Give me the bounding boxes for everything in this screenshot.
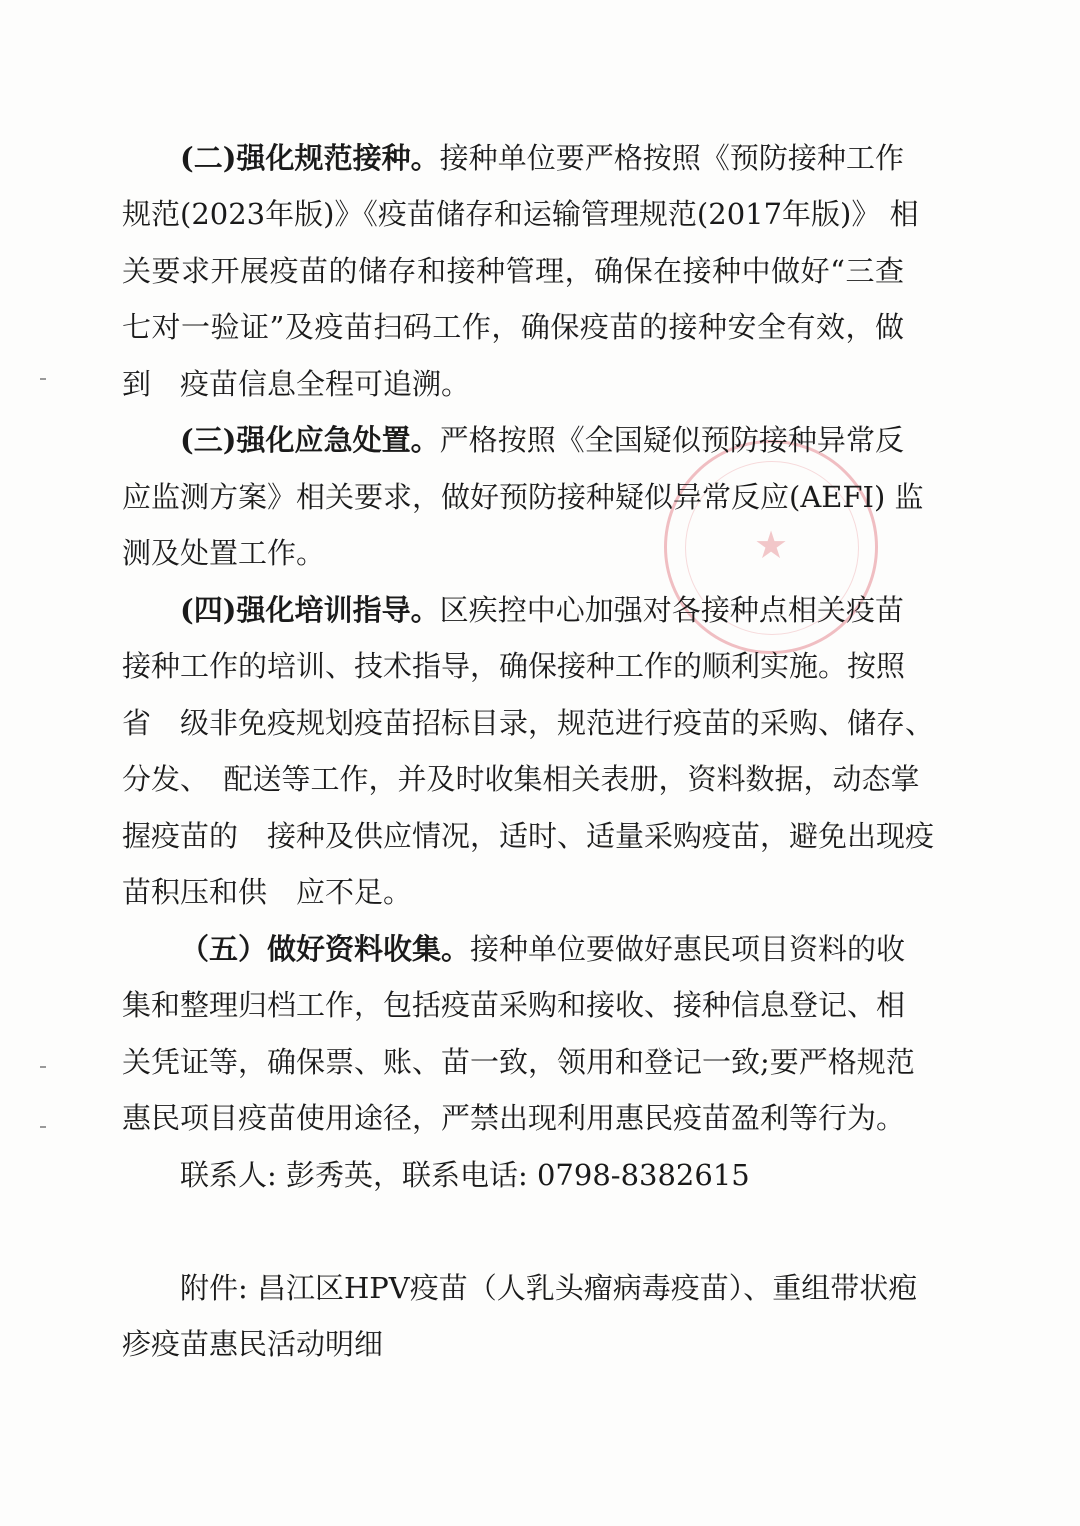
- section5-heading: （五）做好资料收集。: [180, 932, 471, 966]
- section4-line-4: 分发、 配送等工作，并及时收集相关表册，资料数据，动态掌: [122, 762, 920, 796]
- contact-line: 联系人: 彭秀英，联系电话: 0798-8382615: [180, 1158, 750, 1192]
- section2-line-5: 到 疫苗信息全程可追溯。: [122, 367, 471, 401]
- section2-heading: (二)强化规范接种。: [180, 141, 440, 175]
- section4-line-1: [180, 590, 904, 630]
- attachment-line-2: 疹疫苗惠民活动明细: [122, 1327, 384, 1361]
- scan-margin-mark: [40, 378, 46, 380]
- seal-star-icon: ★: [753, 523, 789, 567]
- section4-line-1-text: 区疾控中心加强对各接种点相关疫苗: [439, 593, 904, 627]
- section3-heading: (三)强化应急处置。: [180, 423, 440, 457]
- scan-margin-mark: [40, 1066, 46, 1068]
- section4-line-5: 握疫苗的 接种及供应情况，适时、适量采购疫苗，避免出现疫: [122, 819, 935, 853]
- section2-line-2: 规范(2023年版)》《疫苗储存和运输管理规范(2017年版)》 相: [122, 197, 919, 231]
- section4-line-3: 省 级非免疫规划疫苗招标目录，规范进行疫苗的采购、储存、: [122, 706, 935, 740]
- section5-line-1: [180, 929, 904, 969]
- section2-line-3: 关要求开展疫苗的储存和接种管理，确保在接种中做好“三查: [122, 254, 904, 288]
- section3-line-2: 应监测方案》相关要求，做好预防接种疑似异常反应(AEFI) 监: [122, 480, 924, 514]
- section2-line-4: 七对一验证”及疫苗扫码工作，确保疫苗的接种安全有效，做: [122, 310, 904, 344]
- section2-line-1-text: 接种单位要严格按照《预防接种工作: [439, 141, 904, 175]
- section4-line-6: 苗积压和供 应不足。: [122, 875, 413, 909]
- section3-line-1-text: 严格按照《全国疑似预防接种异常反: [439, 423, 904, 457]
- attachment-line-1: 附件: 昌江区HPV疫苗（人乳头瘤病毒疫苗）、重组带状疱: [180, 1271, 918, 1305]
- section3-line-3: 测及处置工作。: [122, 536, 326, 570]
- section4-heading: (四)强化培训指导。: [180, 593, 440, 627]
- section4-line-2: 接种工作的培训、技术指导，确保接种工作的顺利实施。按照: [122, 649, 906, 683]
- section5-line-3: 关凭证等，确保票、账、苗一致，领用和登记一致;要严格规范: [122, 1045, 915, 1079]
- section5-line-2: 集和整理归档工作，包括疫苗采购和接收、接种信息登记、相: [122, 988, 906, 1022]
- section5-line-4: 惠民项目疫苗使用途径，严禁出现利用惠民疫苗盈利等行为。: [122, 1101, 906, 1135]
- section5-line-1-text: 接种单位要做好惠民项目资料的收: [470, 932, 906, 966]
- section3-line-1: [180, 420, 904, 460]
- section2-line-1: [180, 138, 904, 178]
- scan-margin-mark: [40, 1126, 46, 1128]
